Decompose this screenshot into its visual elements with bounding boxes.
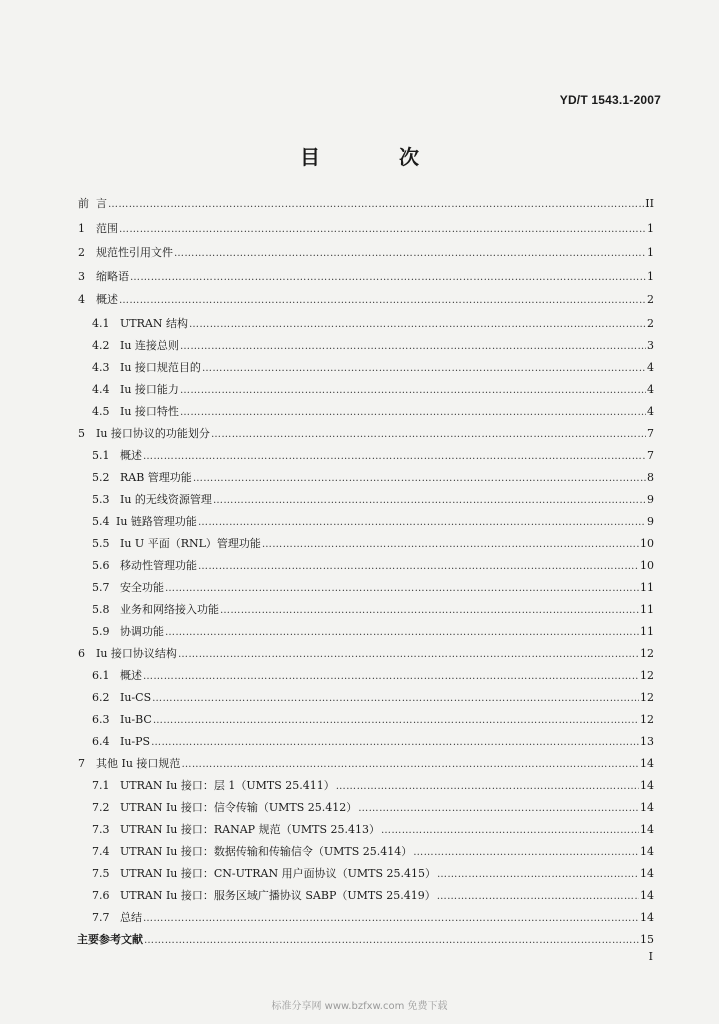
toc-entry: [92, 337, 654, 355]
toc-entry-page: 8: [647, 471, 654, 484]
toc-entry: [78, 220, 654, 238]
toc-entry-page: 7: [647, 449, 654, 462]
toc-entry-title: UTRAN Iu 接口：层 1（UMTS 25.411）: [120, 779, 335, 792]
toc-leader-dots: [189, 316, 646, 333]
toc-entry: [92, 733, 654, 751]
toc-entry-title: Iu-BC: [120, 713, 152, 726]
toc-entry-page: 2: [647, 317, 654, 330]
toc-leader-dots: [108, 196, 644, 213]
toc-entry-title: 概述: [96, 293, 118, 306]
toc-entry-page: 1: [647, 270, 654, 283]
toc-entry-title: Iu-PS: [120, 735, 151, 748]
toc-entry-number: 6.2: [92, 691, 110, 704]
toc-entry-title: UTRAN Iu 接口：服务区域广播协议 SABP（UMTS 25.419）: [120, 889, 436, 902]
toc-entry-number: 7.2: [92, 801, 110, 814]
toc-entry-number: 前 言: [78, 197, 107, 210]
toc-leader-dots: [381, 822, 639, 839]
toc-leader-dots: [437, 866, 639, 883]
toc-entry: [92, 909, 654, 927]
toc-leader-dots: [437, 888, 639, 905]
toc-entry-number: 7.5: [92, 867, 110, 880]
toc-entry-page: 11: [640, 625, 654, 638]
toc-leader-dots: [143, 668, 639, 685]
toc-entry: [78, 244, 654, 262]
toc-leader-dots: [262, 536, 639, 553]
page-number: I: [648, 950, 653, 963]
toc-entry: [92, 865, 654, 883]
toc-entry-page: 3: [647, 339, 654, 352]
toc-entry-title: 总结: [120, 911, 142, 924]
watermark: 标准分享网 www.bzfxw.com 免费下载: [271, 1001, 448, 1012]
toc-entry-title: 协调功能: [120, 625, 164, 638]
toc-entry-number: 2: [78, 246, 85, 259]
toc-entry: [92, 513, 654, 531]
toc-entry: [78, 268, 654, 286]
toc-entry-title: 概述: [120, 669, 142, 682]
toc-leader-dots: [211, 426, 646, 443]
toc-entry-title: Iu-CS: [120, 691, 152, 704]
toc-leader-dots: [213, 492, 646, 509]
toc-entry: [78, 645, 654, 663]
toc-entry: [78, 291, 654, 309]
toc-entry-title: Iu 接口特性: [120, 405, 179, 418]
toc-entry: [92, 689, 654, 707]
toc-leader-dots: [143, 448, 646, 465]
toc-entry-title: 其他 Iu 接口规范: [96, 757, 181, 770]
toc-entry-title: Iu U 平面（RNL）管理功能: [120, 537, 261, 550]
toc-entry: [92, 403, 654, 421]
toc-entry-number: 5.1: [92, 449, 110, 462]
toc-entry-title: 移动性管理功能: [120, 559, 197, 572]
toc-entry-page: 14: [640, 757, 654, 770]
toc-entry-title: Iu 接口能力: [120, 383, 179, 396]
toc-entry-title: 规范性引用文件: [96, 246, 173, 259]
toc-leader-dots: [198, 514, 646, 531]
toc-leader-dots: [143, 910, 639, 927]
toc-leader-dots: [152, 690, 639, 707]
toc-leader-dots: [144, 932, 639, 949]
toc-entry-page: 4: [647, 361, 654, 374]
toc-entry-page: 12: [640, 647, 654, 660]
toc-entry-page: 14: [640, 801, 654, 814]
toc-entry-page: 11: [640, 603, 654, 616]
toc-entry-number: 6: [78, 647, 85, 660]
toc-entry: [92, 447, 654, 465]
toc-entry-page: 14: [640, 911, 654, 924]
toc-entry-title: Iu 的无线资源管理: [120, 493, 212, 506]
toc-entry: [78, 195, 654, 213]
toc-entry: [92, 667, 654, 685]
toc-entry: [92, 491, 654, 509]
toc-entry: [92, 821, 654, 839]
toc-entry-page: 12: [640, 713, 654, 726]
toc-entry-number: 6.4: [92, 735, 110, 748]
toc-entry: [92, 359, 654, 377]
toc-entry-title: Iu 接口规范目的: [120, 361, 201, 374]
toc-entry-number: 5.8: [92, 603, 110, 616]
toc-entry-number: 4.5: [92, 405, 110, 418]
toc-leader-dots: [413, 844, 639, 861]
toc-entry: [78, 755, 654, 773]
toc-entry-number: 5.9: [92, 625, 110, 638]
toc-entry-page: 14: [640, 845, 654, 858]
toc-entry-page: II: [645, 197, 654, 210]
toc-entry: [92, 623, 654, 641]
toc-entry-number: 4.3: [92, 361, 110, 374]
toc-entry-page: 14: [640, 889, 654, 902]
toc-entry-number: 7.7: [92, 911, 110, 924]
toc-entry: [92, 887, 654, 905]
toc-leader-dots: [180, 404, 646, 421]
toc-leader-dots: [198, 558, 639, 575]
toc-entry: [92, 315, 654, 333]
toc-entry-page: 14: [640, 823, 654, 836]
toc-entry-number: 7: [78, 757, 85, 770]
toc-leader-dots: [180, 382, 646, 399]
toc-entry: [92, 601, 654, 619]
toc-entry-page: 12: [640, 691, 654, 704]
toc-entry-title: Iu 接口协议的功能划分: [96, 427, 210, 440]
toc-entry: [92, 381, 654, 399]
toc-entry: [92, 711, 654, 729]
toc-entry-title: Iu 连接总则: [120, 339, 179, 352]
toc-entry-page: 14: [640, 779, 654, 792]
toc-entry-number: 4: [78, 293, 85, 306]
toc-entry-number: 4.2: [92, 339, 110, 352]
toc-leader-dots: [358, 800, 639, 817]
toc-entry: [92, 777, 654, 795]
toc-entry: [92, 579, 654, 597]
toc-entry: [92, 469, 654, 487]
toc-entry-page: 11: [640, 581, 654, 594]
page-title: 目 次: [300, 145, 455, 169]
toc-entry: [92, 799, 654, 817]
toc-entry-number: 7.4: [92, 845, 110, 858]
toc-entry-title: UTRAN Iu 接口：RANAP 规范（UMTS 25.413）: [120, 823, 380, 836]
toc-leader-dots: [174, 245, 646, 262]
toc-entry-title: UTRAN 结构: [120, 317, 188, 330]
toc-entry-page: 1: [647, 222, 654, 235]
toc-entry-page: 4: [647, 405, 654, 418]
toc-entry-title: UTRAN Iu 接口：信令传输（UMTS 25.412）: [120, 801, 358, 814]
toc-entry-title: 概述: [120, 449, 142, 462]
toc-entry-number: 5.7: [92, 581, 110, 594]
toc-entry-title: UTRAN Iu 接口：CN-UTRAN 用户面协议（UMTS 25.415）: [120, 867, 436, 880]
toc-entry-number: 5: [78, 427, 85, 440]
toc-leader-dots: [178, 646, 639, 663]
toc-entry-number: 1: [78, 222, 85, 235]
toc-entry: [92, 843, 654, 861]
toc-entry-page: 4: [647, 383, 654, 396]
toc-entry-title: RAB 管理功能: [120, 471, 192, 484]
toc-entry-page: 9: [647, 515, 654, 528]
toc-entry-page: 13: [640, 735, 654, 748]
toc-entry-title: Iu 接口协议结构: [96, 647, 177, 660]
toc-entry-page: 2: [647, 293, 654, 306]
toc-entry: [92, 535, 654, 553]
toc-leader-dots: [165, 624, 639, 641]
toc-entry-title: UTRAN Iu 接口：数据传输和传输信令（UMTS 25.414）: [120, 845, 413, 858]
toc-entry-page: 10: [640, 559, 654, 572]
toc-entry-number: 5.3: [92, 493, 110, 506]
toc-entry-number: 4.1: [92, 317, 110, 330]
document-number: YD/T 1543.1-2007: [559, 93, 661, 107]
toc-leader-dots: [193, 470, 646, 487]
toc-leader-dots: [181, 756, 639, 773]
toc-entry-page: 9: [647, 493, 654, 506]
toc-entry-number: 7.6: [92, 889, 110, 902]
toc-leader-dots: [165, 580, 639, 597]
toc-entry-number: 5.2: [92, 471, 110, 484]
toc-entry-number: 7.3: [92, 823, 110, 836]
toc-entry-number: 6.1: [92, 669, 110, 682]
toc-entry: [78, 425, 654, 443]
toc-entry-number: 4.4: [92, 383, 110, 396]
toc-leader-dots: [119, 221, 646, 238]
toc-entry-page: 14: [640, 867, 654, 880]
toc-entry: [92, 557, 654, 575]
toc-entry-title: 业务和网络接入功能: [120, 603, 219, 616]
toc-leader-dots: [220, 602, 639, 619]
toc-entry-title: 缩略语: [96, 270, 129, 283]
toc-leader-dots: [336, 778, 639, 795]
toc-entry: [77, 931, 654, 949]
toc-entry-number: 3: [78, 270, 85, 283]
toc-leader-dots: [202, 360, 646, 377]
toc-entry-number: 5.4: [92, 515, 110, 528]
toc-entry-page: 7: [647, 427, 654, 440]
toc-leader-dots: [119, 292, 646, 309]
toc-entry-title: Iu 链路管理功能: [116, 515, 197, 528]
toc-entry-title: 主要参考文献: [77, 933, 143, 946]
toc-entry-number: 5.6: [92, 559, 110, 572]
toc-entry-title: 安全功能: [120, 581, 164, 594]
toc-entry-number: 7.1: [92, 779, 110, 792]
toc-leader-dots: [180, 338, 646, 355]
toc-leader-dots: [151, 734, 639, 751]
toc-entry-page: 12: [640, 669, 654, 682]
toc-entry-page: 10: [640, 537, 654, 550]
toc-entry-page: 15: [640, 933, 654, 946]
toc-entry-title: 范围: [96, 222, 118, 235]
toc-entry-number: 6.3: [92, 713, 110, 726]
toc-leader-dots: [153, 712, 639, 729]
toc-entry-number: 5.5: [92, 537, 110, 550]
toc-entry-page: 1: [647, 246, 654, 259]
toc-leader-dots: [130, 269, 646, 286]
